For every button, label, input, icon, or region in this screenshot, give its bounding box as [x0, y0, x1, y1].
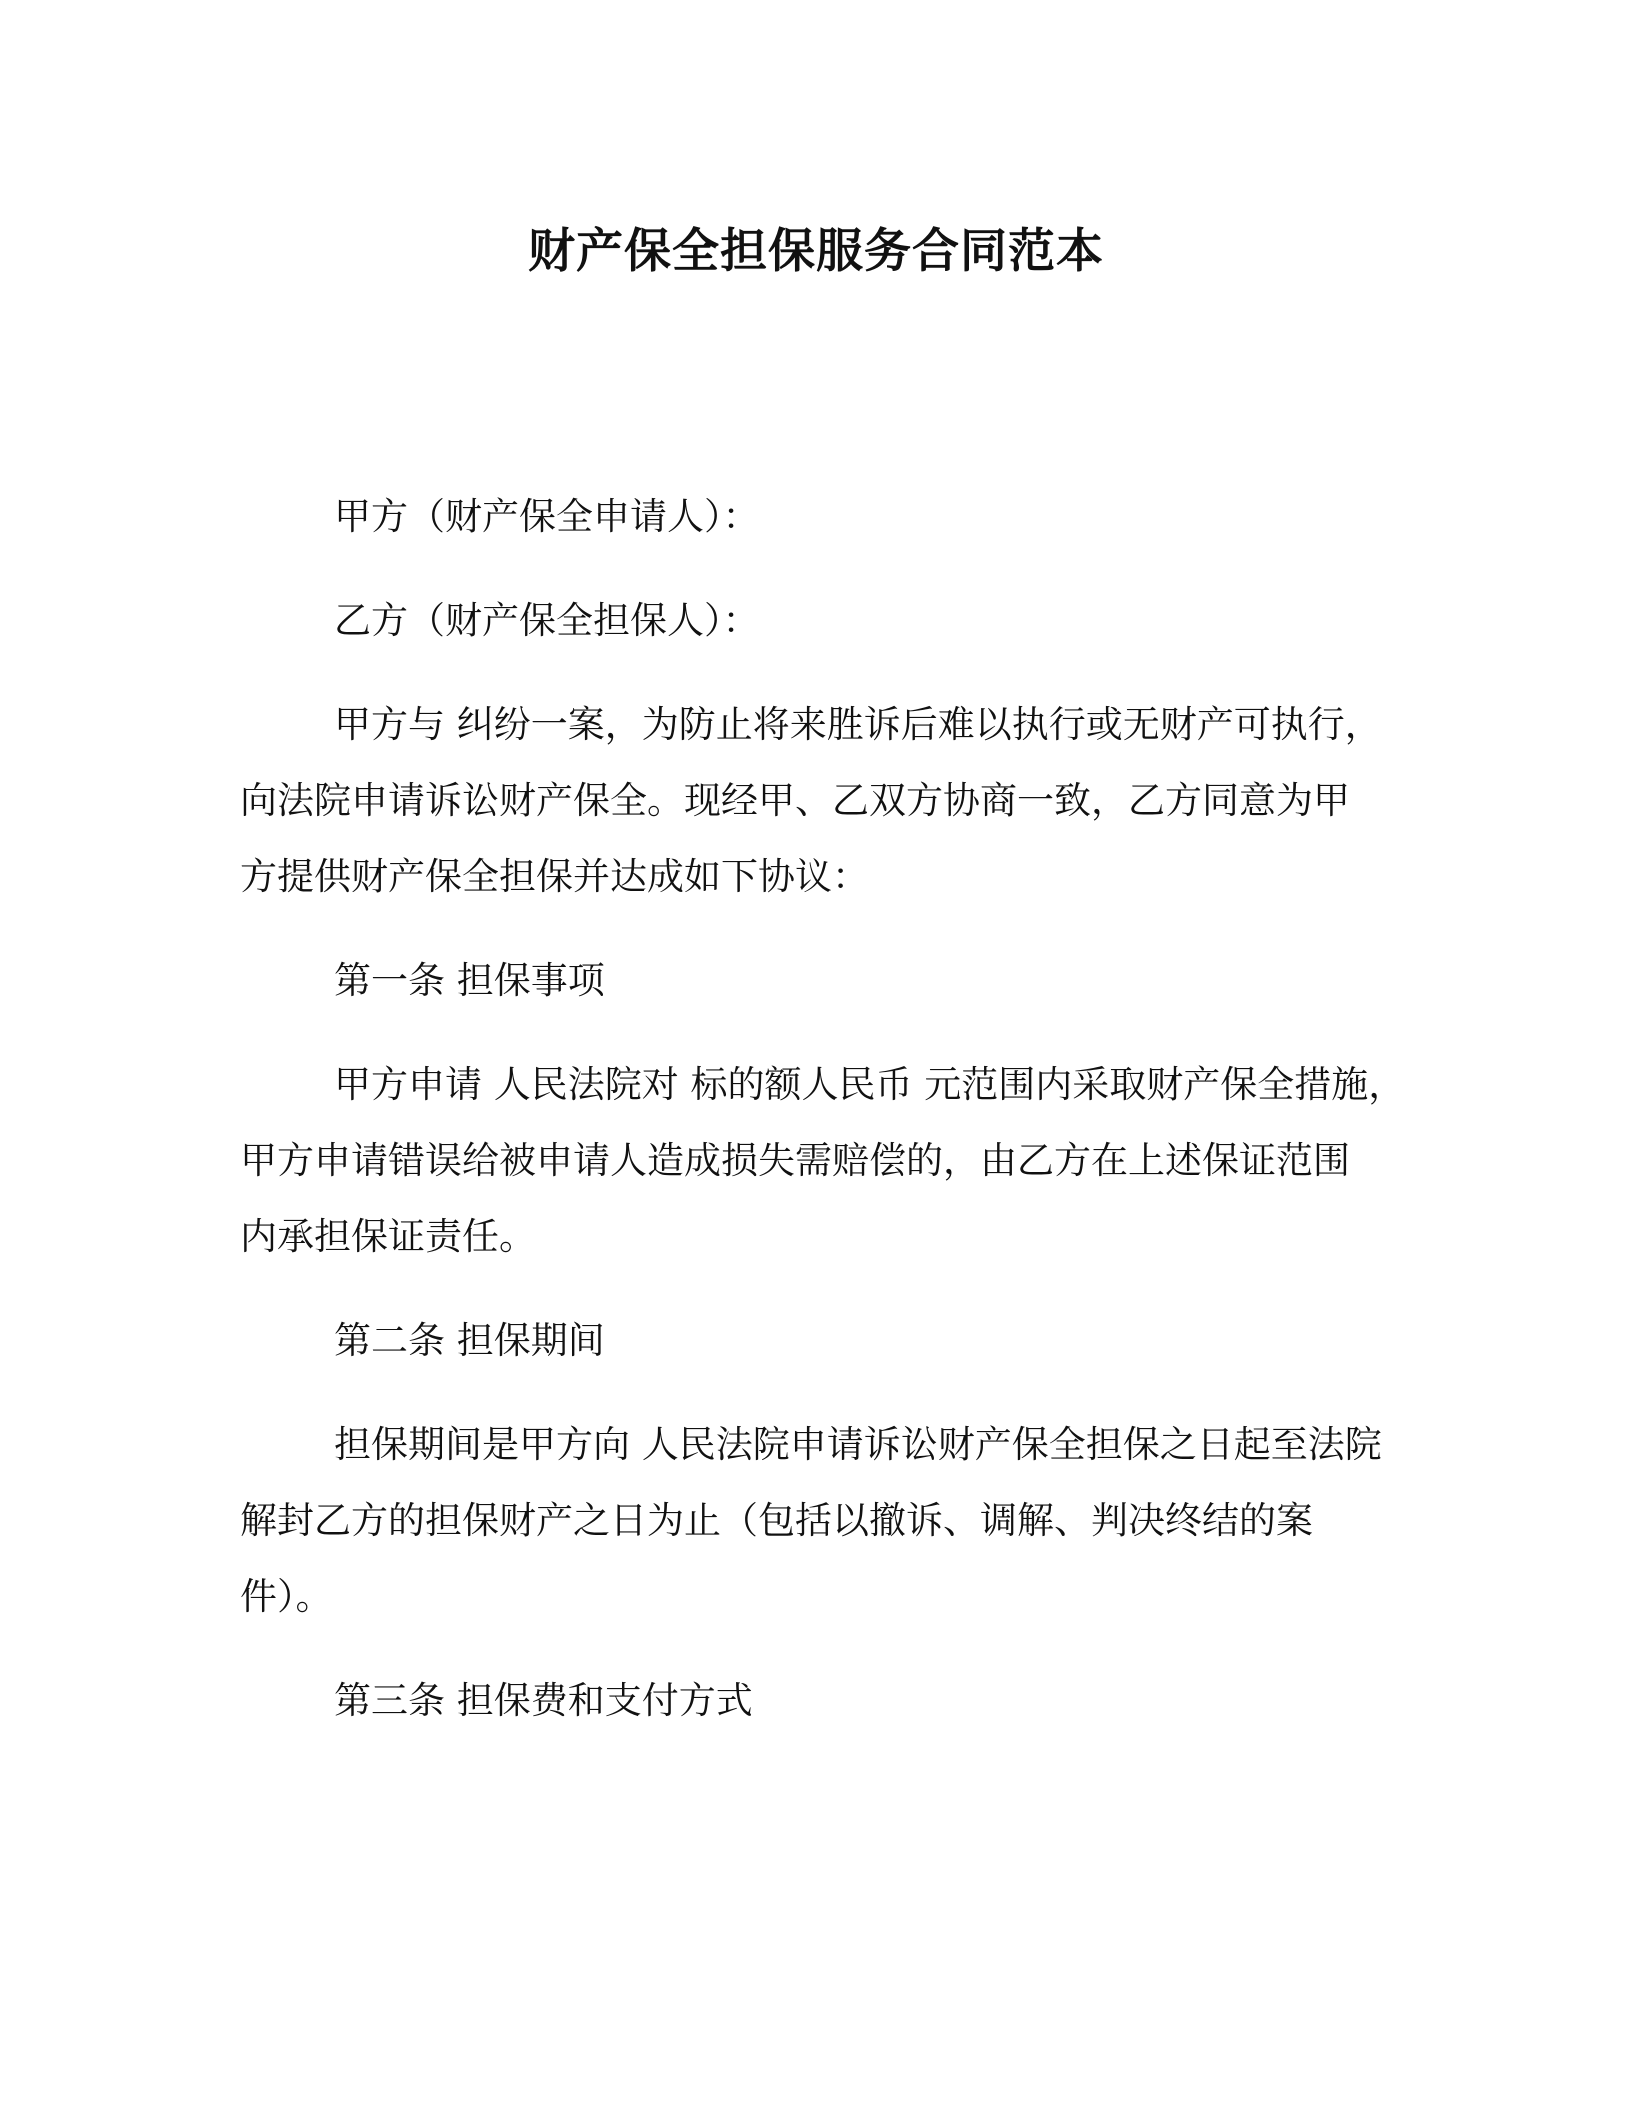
document-title: 财产保全担保服务合同范本	[528, 224, 1104, 279]
article-1-heading: 第一条 担保事项	[334, 959, 605, 1002]
party-b-line: 乙方（财产保全担保人）：	[334, 599, 760, 642]
article-3-heading: 第三条 担保费和支付方式	[334, 1679, 753, 1722]
article-1-line-2: 甲方申请错误给被申请人造成损失需赔偿的，由乙方在上述保证范围	[240, 1139, 1350, 1182]
article-2-line-2: 解封乙方的担保财产之日为止（包括以撤诉、调解、判决终结的案	[240, 1499, 1313, 1542]
article-2-line-1: 担保期间是甲方向 人民法院申请诉讼财产保全担保之日起至法院	[334, 1423, 1382, 1466]
article-1-line-1: 甲方申请 人民法院对 标的额人民币 元范围内采取财产保全措施，	[334, 1063, 1406, 1106]
intro-line-3: 方提供财产保全担保并达成如下协议：	[240, 855, 869, 898]
article-1-line-3: 内承担保证责任。	[240, 1215, 536, 1258]
party-a-line: 甲方（财产保全申请人）：	[334, 495, 760, 538]
intro-line-1: 甲方与 纠纷一案，为防止将来胜诉后难以执行或无财产可执行，	[334, 703, 1382, 746]
intro-line-2: 向法院申请诉讼财产保全。现经甲、乙双方协商一致，乙方同意为甲	[240, 779, 1350, 822]
article-2-heading: 第二条 担保期间	[334, 1319, 605, 1362]
article-2-line-3: 件）。	[240, 1575, 333, 1618]
